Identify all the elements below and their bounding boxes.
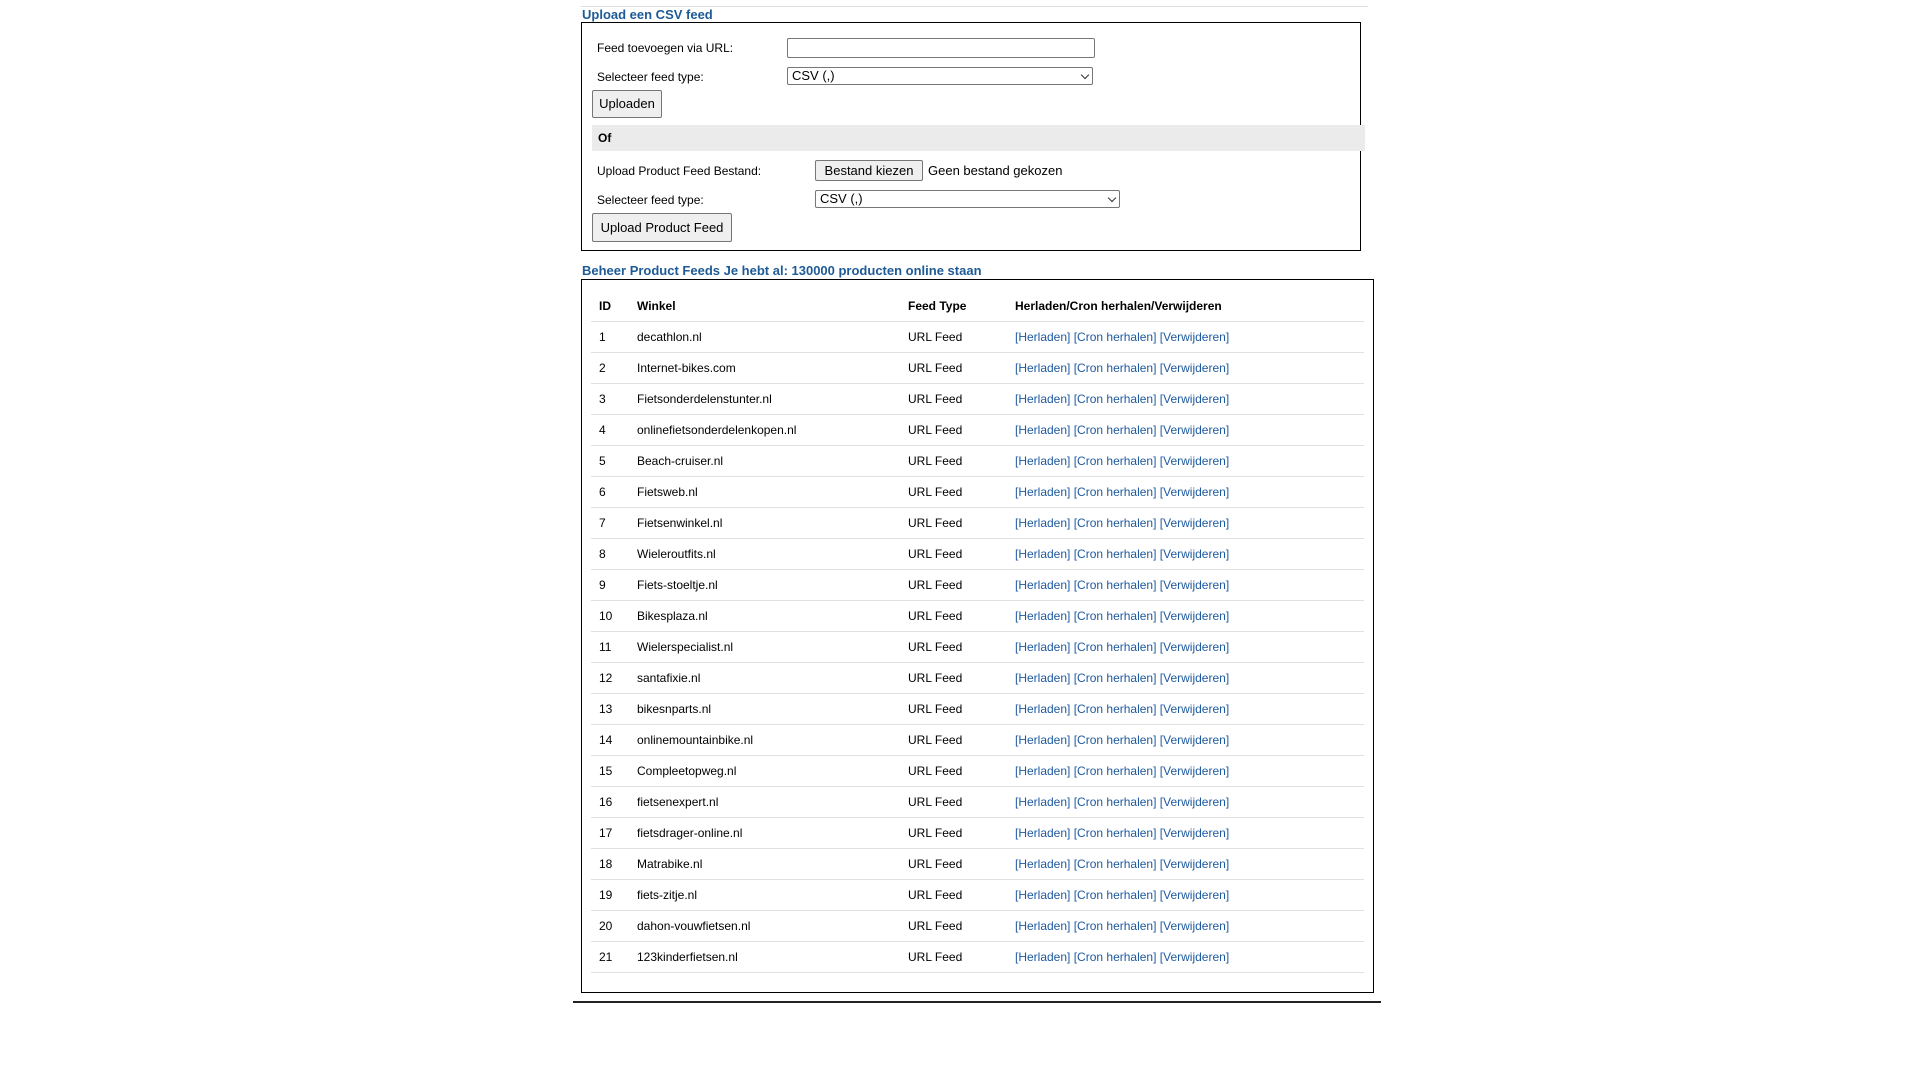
cron-repeat-link[interactable]: [Cron herhalen] bbox=[1073, 764, 1157, 778]
feed-actions-cell bbox=[1007, 477, 1364, 508]
feed-id-cell: 10 bbox=[591, 601, 629, 632]
feed-type-cell: URL Feed bbox=[900, 694, 1007, 725]
feed-actions-cell bbox=[1007, 446, 1364, 477]
feed-id-cell: 3 bbox=[591, 384, 629, 415]
column-header-feed-type: Feed Type bbox=[900, 291, 1007, 322]
table-row bbox=[591, 694, 1364, 725]
cron-repeat-link[interactable]: [Cron herhalen] bbox=[1073, 330, 1157, 344]
delete-link[interactable]: [Verwijderen] bbox=[1159, 640, 1230, 654]
reload-link[interactable]: [Herladen] bbox=[1015, 671, 1071, 685]
table-row bbox=[591, 880, 1364, 911]
feed-id-cell: 2 bbox=[591, 353, 629, 384]
feed-shop-cell: onlinefietsonderdelenkopen.nl bbox=[629, 415, 900, 446]
upload-url-button[interactable]: Uploaden bbox=[592, 90, 662, 118]
delete-link[interactable]: [Verwijderen] bbox=[1159, 330, 1230, 344]
feed-actions-cell bbox=[1007, 353, 1364, 384]
table-row bbox=[591, 539, 1364, 570]
delete-link[interactable]: [Verwijderen] bbox=[1159, 764, 1230, 778]
cron-repeat-link[interactable]: [Cron herhalen] bbox=[1073, 609, 1157, 623]
table-row bbox=[591, 663, 1364, 694]
feed-type-cell: URL Feed bbox=[900, 384, 1007, 415]
cron-repeat-link[interactable]: [Cron herhalen] bbox=[1073, 702, 1157, 716]
feed-type-cell: URL Feed bbox=[900, 911, 1007, 942]
feed-type-cell: URL Feed bbox=[900, 942, 1007, 973]
feed-actions-cell bbox=[1007, 818, 1364, 849]
cron-repeat-link[interactable]: [Cron herhalen] bbox=[1073, 950, 1157, 964]
reload-link[interactable]: [Herladen] bbox=[1015, 578, 1071, 592]
delete-link[interactable]: [Verwijderen] bbox=[1159, 361, 1230, 375]
feed-type-cell: URL Feed bbox=[900, 849, 1007, 880]
delete-link[interactable]: [Verwijderen] bbox=[1159, 516, 1230, 530]
feed-actions-cell bbox=[1007, 570, 1364, 601]
delete-link[interactable]: [Verwijderen] bbox=[1159, 578, 1230, 592]
delete-link[interactable]: [Verwijderen] bbox=[1159, 671, 1230, 685]
feed-type-cell: URL Feed bbox=[900, 446, 1007, 477]
feed-shop-cell: decathlon.nl bbox=[629, 322, 900, 353]
cron-repeat-link[interactable]: [Cron herhalen] bbox=[1073, 640, 1157, 654]
bottom-divider bbox=[573, 1001, 1381, 1003]
delete-link[interactable]: [Verwijderen] bbox=[1159, 950, 1230, 964]
cron-repeat-link[interactable]: [Cron herhalen] bbox=[1073, 919, 1157, 933]
feed-shop-cell: Fiets-stoeltje.nl bbox=[629, 570, 900, 601]
feed-id-cell: 4 bbox=[591, 415, 629, 446]
table-row bbox=[591, 911, 1364, 942]
cron-repeat-link[interactable]: [Cron herhalen] bbox=[1073, 857, 1157, 871]
feed-type-cell: URL Feed bbox=[900, 508, 1007, 539]
feed-actions-cell bbox=[1007, 694, 1364, 725]
feed-id-cell: 8 bbox=[591, 539, 629, 570]
feed-type-cell: URL Feed bbox=[900, 322, 1007, 353]
delete-link[interactable]: [Verwijderen] bbox=[1159, 392, 1230, 406]
cron-repeat-link[interactable]: [Cron herhalen] bbox=[1073, 733, 1157, 747]
feed-type-cell: URL Feed bbox=[900, 756, 1007, 787]
upload-section-title: Upload een CSV feed bbox=[582, 7, 713, 22]
feed-type-cell: URL Feed bbox=[900, 663, 1007, 694]
feed-id-cell: 1 bbox=[591, 322, 629, 353]
feed-type-selected-value: CSV (,) bbox=[792, 68, 835, 83]
table-row bbox=[591, 446, 1364, 477]
delete-link[interactable]: [Verwijderen] bbox=[1159, 733, 1230, 747]
feed-type-cell: URL Feed bbox=[900, 632, 1007, 663]
chevron-down-icon bbox=[1108, 194, 1116, 202]
table-row bbox=[591, 632, 1364, 663]
feed-id-cell: 12 bbox=[591, 663, 629, 694]
delete-link[interactable]: [Verwijderen] bbox=[1159, 826, 1230, 840]
feed-id-cell: 20 bbox=[591, 911, 629, 942]
feed-shop-cell: Matrabike.nl bbox=[629, 849, 900, 880]
feed-actions-cell bbox=[1007, 911, 1364, 942]
feed-shop-cell: Wieleroutfits.nl bbox=[629, 539, 900, 570]
reload-link[interactable]: [Herladen] bbox=[1015, 516, 1071, 530]
feed-id-cell: 19 bbox=[591, 880, 629, 911]
feed-actions-cell bbox=[1007, 880, 1364, 911]
feed-url-input[interactable] bbox=[787, 38, 1095, 58]
reload-link[interactable]: [Herladen] bbox=[1015, 950, 1071, 964]
feed-shop-cell: 123kinderfietsen.nl bbox=[629, 942, 900, 973]
feed-type-label: Selecteer feed type: bbox=[597, 70, 704, 84]
feed-type-cell: URL Feed bbox=[900, 725, 1007, 756]
feed-shop-cell: fiets-zitje.nl bbox=[629, 880, 900, 911]
cron-repeat-link[interactable]: [Cron herhalen] bbox=[1073, 485, 1157, 499]
reload-link[interactable]: [Herladen] bbox=[1015, 361, 1071, 375]
feed-shop-cell: Bikesplaza.nl bbox=[629, 601, 900, 632]
feed-type-cell: URL Feed bbox=[900, 539, 1007, 570]
table-row bbox=[591, 415, 1364, 446]
reload-link[interactable]: [Herladen] bbox=[1015, 919, 1071, 933]
cron-repeat-link[interactable]: [Cron herhalen] bbox=[1073, 392, 1157, 406]
feed-shop-cell: fietsenexpert.nl bbox=[629, 787, 900, 818]
table-row bbox=[591, 849, 1364, 880]
reload-link[interactable]: [Herladen] bbox=[1015, 547, 1071, 561]
feed-shop-cell: santafixie.nl bbox=[629, 663, 900, 694]
reload-link[interactable]: [Herladen] bbox=[1015, 857, 1071, 871]
feed-actions-cell bbox=[1007, 663, 1364, 694]
feed-shop-cell: Compleetopweg.nl bbox=[629, 756, 900, 787]
reload-link[interactable]: [Herladen] bbox=[1015, 795, 1071, 809]
feed-type-cell: URL Feed bbox=[900, 601, 1007, 632]
feed-actions-cell bbox=[1007, 725, 1364, 756]
reload-link[interactable]: [Herladen] bbox=[1015, 423, 1071, 437]
reload-link[interactable]: [Herladen] bbox=[1015, 764, 1071, 778]
feed-actions-cell bbox=[1007, 539, 1364, 570]
feed-type-select[interactable] bbox=[787, 67, 1093, 85]
chevron-down-icon bbox=[1081, 71, 1089, 79]
upload-product-feed-button[interactable]: Upload Product Feed bbox=[592, 213, 732, 242]
table-row bbox=[591, 818, 1364, 849]
table-row bbox=[591, 601, 1364, 632]
feed-actions-cell bbox=[1007, 384, 1364, 415]
feed-shop-cell: Fietsenwinkel.nl bbox=[629, 508, 900, 539]
cron-repeat-link[interactable]: [Cron herhalen] bbox=[1073, 578, 1157, 592]
feed-id-cell: 11 bbox=[591, 632, 629, 663]
feed-id-cell: 21 bbox=[591, 942, 629, 973]
reload-link[interactable]: [Herladen] bbox=[1015, 609, 1071, 623]
feed-type-cell: URL Feed bbox=[900, 477, 1007, 508]
feed-id-cell: 15 bbox=[591, 756, 629, 787]
table-header-row bbox=[591, 291, 1364, 322]
feed-actions-cell bbox=[1007, 601, 1364, 632]
feed-shop-cell: onlinemountainbike.nl bbox=[629, 725, 900, 756]
reload-link[interactable]: [Herladen] bbox=[1015, 485, 1071, 499]
file-feed-type-select[interactable] bbox=[815, 190, 1120, 208]
delete-link[interactable]: [Verwijderen] bbox=[1159, 857, 1230, 871]
table-row bbox=[591, 322, 1364, 353]
table-row bbox=[591, 942, 1364, 973]
cron-repeat-link[interactable]: [Cron herhalen] bbox=[1073, 361, 1157, 375]
reload-link[interactable]: [Herladen] bbox=[1015, 826, 1071, 840]
manage-section-title: Beheer Product Feeds Je hebt al: 130000 producten online staan bbox=[582, 263, 982, 278]
feed-type-cell: URL Feed bbox=[900, 787, 1007, 818]
feed-type-cell: URL Feed bbox=[900, 415, 1007, 446]
table-row bbox=[591, 787, 1364, 818]
feed-type-cell: URL Feed bbox=[900, 570, 1007, 601]
cron-repeat-link[interactable]: [Cron herhalen] bbox=[1073, 516, 1157, 530]
or-label: Of bbox=[598, 131, 612, 145]
reload-link[interactable]: [Herladen] bbox=[1015, 454, 1071, 468]
feed-actions-cell bbox=[1007, 756, 1364, 787]
table-row bbox=[591, 570, 1364, 601]
delete-link[interactable]: [Verwijderen] bbox=[1159, 547, 1230, 561]
or-separator bbox=[592, 125, 1365, 151]
table-row bbox=[591, 384, 1364, 415]
feed-id-cell: 18 bbox=[591, 849, 629, 880]
feed-actions-cell bbox=[1007, 942, 1364, 973]
feed-actions-cell bbox=[1007, 849, 1364, 880]
feed-shop-cell: Fietsweb.nl bbox=[629, 477, 900, 508]
feed-shop-cell: Beach-cruiser.nl bbox=[629, 446, 900, 477]
column-header-actions: Herladen/Cron herhalen/Verwijderen bbox=[1007, 291, 1364, 322]
feed-id-cell: 13 bbox=[591, 694, 629, 725]
url-label: Feed toevoegen via URL: bbox=[597, 41, 734, 55]
feed-id-cell: 7 bbox=[591, 508, 629, 539]
feed-shop-cell: fietsdrager-online.nl bbox=[629, 818, 900, 849]
feeds-table bbox=[591, 291, 1364, 973]
cron-repeat-link[interactable]: [Cron herhalen] bbox=[1073, 423, 1157, 437]
feed-shop-cell: dahon-vouwfietsen.nl bbox=[629, 911, 900, 942]
delete-link[interactable]: [Verwijderen] bbox=[1159, 888, 1230, 902]
feed-actions-cell bbox=[1007, 787, 1364, 818]
cron-repeat-link[interactable]: [Cron herhalen] bbox=[1073, 826, 1157, 840]
column-header-id: ID bbox=[591, 291, 629, 322]
feed-shop-cell: Internet-bikes.com bbox=[629, 353, 900, 384]
delete-link[interactable]: [Verwijderen] bbox=[1159, 423, 1230, 437]
feed-type-cell: URL Feed bbox=[900, 818, 1007, 849]
table-row bbox=[591, 508, 1364, 539]
file-feed-type-selected-value: CSV (,) bbox=[820, 191, 863, 206]
feed-id-cell: 5 bbox=[591, 446, 629, 477]
cron-repeat-link[interactable]: [Cron herhalen] bbox=[1073, 454, 1157, 468]
feed-actions-cell bbox=[1007, 415, 1364, 446]
table-row bbox=[591, 353, 1364, 384]
delete-link[interactable]: [Verwijderen] bbox=[1159, 454, 1230, 468]
cron-repeat-link[interactable]: [Cron herhalen] bbox=[1073, 547, 1157, 561]
table-row bbox=[591, 756, 1364, 787]
feed-id-cell: 9 bbox=[591, 570, 629, 601]
no-file-chosen-text: Geen bestand gekozen bbox=[928, 163, 1063, 178]
feed-actions-cell bbox=[1007, 508, 1364, 539]
feeds-table-body bbox=[591, 322, 1364, 973]
delete-link[interactable]: [Verwijderen] bbox=[1159, 702, 1230, 716]
feed-id-cell: 14 bbox=[591, 725, 629, 756]
feed-id-cell: 16 bbox=[591, 787, 629, 818]
file-upload-label: Upload Product Feed Bestand: bbox=[597, 164, 762, 178]
feed-id-cell: 17 bbox=[591, 818, 629, 849]
delete-link[interactable]: [Verwijderen] bbox=[1159, 485, 1230, 499]
cron-repeat-link[interactable]: [Cron herhalen] bbox=[1073, 671, 1157, 685]
table-row bbox=[591, 477, 1364, 508]
reload-link[interactable]: [Herladen] bbox=[1015, 640, 1071, 654]
feed-type-cell: URL Feed bbox=[900, 880, 1007, 911]
feed-shop-cell: bikesnparts.nl bbox=[629, 694, 900, 725]
file-feed-type-label: Selecteer feed type: bbox=[597, 193, 704, 207]
choose-file-button[interactable]: Bestand kiezen bbox=[815, 160, 923, 181]
delete-link[interactable]: [Verwijderen] bbox=[1159, 795, 1230, 809]
feed-shop-cell: Fietsonderdelenstunter.nl bbox=[629, 384, 900, 415]
column-header-shop: Winkel bbox=[629, 291, 900, 322]
cron-repeat-link[interactable]: [Cron herhalen] bbox=[1073, 888, 1157, 902]
delete-link[interactable]: [Verwijderen] bbox=[1159, 919, 1230, 933]
table-row bbox=[591, 725, 1364, 756]
feed-actions-cell bbox=[1007, 322, 1364, 353]
feed-shop-cell: Wielerspecialist.nl bbox=[629, 632, 900, 663]
delete-link[interactable]: [Verwijderen] bbox=[1159, 609, 1230, 623]
reload-link[interactable]: [Herladen] bbox=[1015, 733, 1071, 747]
cron-repeat-link[interactable]: [Cron herhalen] bbox=[1073, 795, 1157, 809]
feed-id-cell: 6 bbox=[591, 477, 629, 508]
feed-actions-cell bbox=[1007, 632, 1364, 663]
feed-type-cell: URL Feed bbox=[900, 353, 1007, 384]
reload-link[interactable]: [Herladen] bbox=[1015, 702, 1071, 716]
reload-link[interactable]: [Herladen] bbox=[1015, 330, 1071, 344]
reload-link[interactable]: [Herladen] bbox=[1015, 888, 1071, 902]
reload-link[interactable]: [Herladen] bbox=[1015, 392, 1071, 406]
